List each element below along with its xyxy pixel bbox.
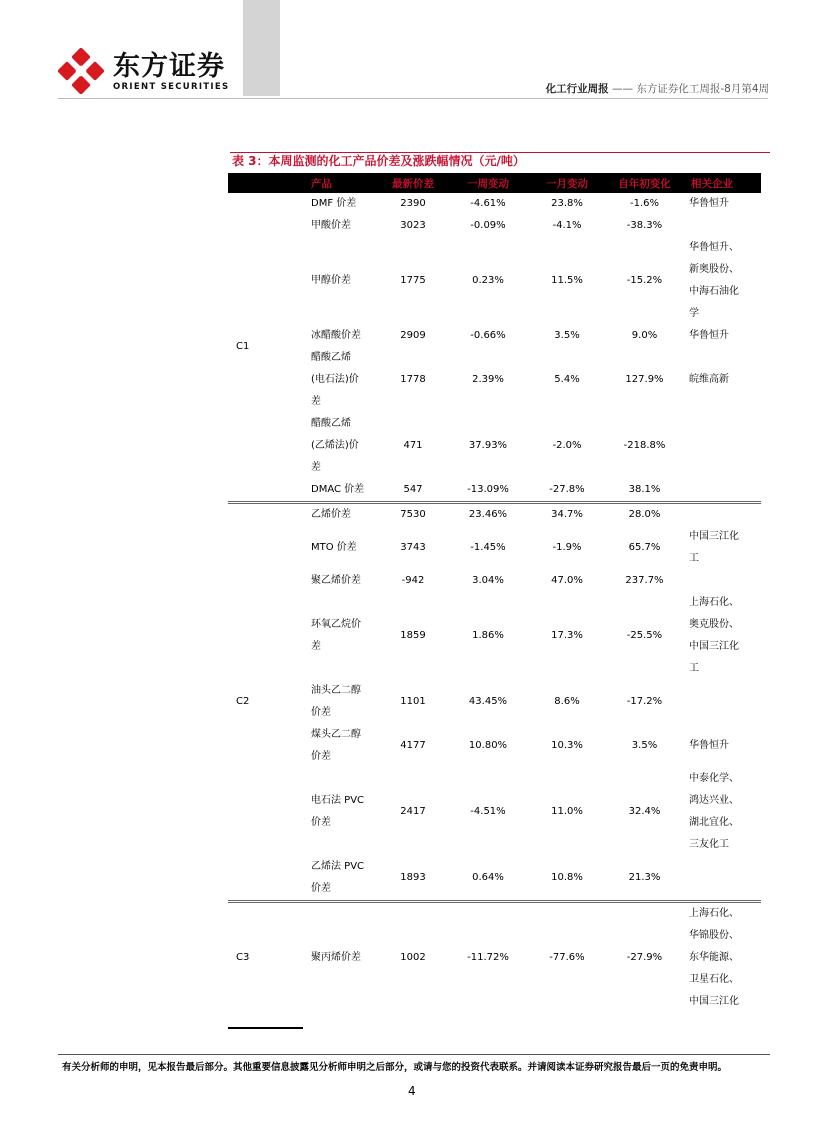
product-cell: 冰醋酸价差 xyxy=(311,330,361,341)
week-change-cell: -1.45% xyxy=(470,542,506,553)
companies-cell: 华鲁恒升 xyxy=(689,198,729,209)
week-change-cell: 37.93% xyxy=(468,440,508,451)
table-row xyxy=(228,413,761,479)
week-change-cell: 0.64% xyxy=(472,872,504,883)
product-cell: DMAC 价差 xyxy=(311,484,365,495)
header-month: 一月变动 xyxy=(528,173,606,193)
spread-table xyxy=(228,173,761,1013)
header-product: 产品 xyxy=(303,173,378,193)
month-change-cell: -4.1% xyxy=(552,220,582,231)
footer-divider xyxy=(58,1054,770,1055)
table-row xyxy=(228,526,761,570)
header-category xyxy=(228,173,303,193)
header-ytd: 自年初变化 xyxy=(606,173,683,193)
week-change-cell: -4.51% xyxy=(470,806,506,817)
week-change-cell: 43.45% xyxy=(468,696,508,707)
product-cell: 醋酸乙烯 (电石法)价 差 xyxy=(311,352,359,407)
ytd-change-cell: -1.6% xyxy=(629,198,659,209)
ytd-change-cell: 28.0% xyxy=(606,503,683,527)
table-end-rule xyxy=(228,1027,303,1029)
companies-cell: 华鲁恒升、 新奥股份、 中海石油化 学 xyxy=(689,242,739,319)
week-change-cell: 1.86% xyxy=(472,630,504,641)
table-row xyxy=(228,479,761,503)
week-change-cell: -11.72% xyxy=(448,902,528,1014)
month-change-cell: 34.7% xyxy=(528,503,606,527)
header-gray-block xyxy=(243,0,280,96)
ytd-change-cell: -17.2% xyxy=(626,696,663,707)
ytd-change-cell: -218.8% xyxy=(623,440,666,451)
month-change-cell: 5.4% xyxy=(554,374,580,385)
table-header-row xyxy=(228,173,761,193)
product-cell: 甲酸价差 xyxy=(311,220,351,231)
companies-cell xyxy=(683,680,761,724)
latest-spread-cell: 2417 xyxy=(400,806,426,817)
month-change-cell: -1.9% xyxy=(552,542,582,553)
latest-spread-cell: 1101 xyxy=(400,696,426,707)
table-row xyxy=(228,570,761,592)
ytd-change-cell: 237.7% xyxy=(625,575,664,586)
week-change-cell: 10.80% xyxy=(468,740,508,751)
latest-spread-cell: -942 xyxy=(401,575,425,586)
product-cell: 电石法 PVC 价差 xyxy=(311,795,365,828)
ytd-change-cell: -27.9% xyxy=(606,902,683,1014)
companies-cell xyxy=(683,215,761,237)
category-cell: C2 xyxy=(228,503,303,902)
month-change-cell: 10.8% xyxy=(551,872,583,883)
companies-cell: 华鲁恒升 xyxy=(689,740,729,751)
latest-spread-cell: 1775 xyxy=(400,275,426,286)
table-row xyxy=(228,503,761,527)
footer-disclaimer: 有关分析师的申明，见本报告最后部分。其他重要信息披露见分析师申明之后部分，或请与您的投资代表联系。并请阅读本证券研究报告最后一页的免责申明。 xyxy=(62,1062,728,1073)
latest-spread-cell: 1002 xyxy=(378,902,448,1014)
ytd-change-cell: 65.7% xyxy=(628,542,661,553)
header-divider xyxy=(58,98,768,99)
latest-spread-cell: 2909 xyxy=(400,330,426,341)
table-row xyxy=(228,325,761,347)
week-change-cell: 3.04% xyxy=(472,575,504,586)
table-row xyxy=(228,215,761,237)
month-change-cell: 47.0% xyxy=(551,575,583,586)
week-change-cell: -13.09% xyxy=(467,484,509,495)
table-row xyxy=(228,724,761,768)
ytd-change-cell: 21.3% xyxy=(628,872,661,883)
table-row xyxy=(228,193,761,215)
latest-spread-cell: 3023 xyxy=(400,220,426,231)
header-separator: —— xyxy=(612,83,633,95)
month-change-cell: 3.5% xyxy=(554,330,580,341)
companies-cell: 上海石化、 华锦股份、 东华能源、 卫星石化、 中国三江化 xyxy=(683,902,761,1014)
ytd-change-cell: -25.5% xyxy=(626,630,663,641)
month-change-cell: 8.6% xyxy=(554,696,580,707)
ytd-change-cell: 3.5% xyxy=(631,740,658,751)
product-cell: 乙烯价差 xyxy=(303,503,378,527)
page-number: 4 xyxy=(408,1084,416,1098)
month-change-cell: 11.5% xyxy=(551,275,583,286)
product-cell: 煤头乙二醇 价差 xyxy=(311,729,361,762)
companies-cell xyxy=(683,856,761,902)
product-cell: 聚乙烯价差 xyxy=(311,575,361,586)
table-row xyxy=(228,902,761,1014)
orient-logo-icon xyxy=(58,48,104,94)
latest-spread-cell: 1778 xyxy=(400,374,426,385)
month-change-cell: 11.0% xyxy=(551,806,583,817)
month-change-cell: -27.8% xyxy=(549,484,585,495)
table-row xyxy=(228,768,761,856)
week-change-cell: -0.66% xyxy=(470,330,506,341)
product-cell: 油头乙二醇 价差 xyxy=(311,685,361,718)
month-change-cell: -77.6% xyxy=(528,902,606,1014)
table-body xyxy=(228,193,761,1013)
week-change-cell: 0.23% xyxy=(472,275,504,286)
product-cell: MTO 价差 xyxy=(311,542,357,553)
companies-cell xyxy=(683,479,761,503)
product-cell: 环氧乙烷价 差 xyxy=(311,619,361,652)
category-cell: C3 xyxy=(228,902,303,1014)
companies-cell xyxy=(683,413,761,479)
week-change-cell: 23.46% xyxy=(448,503,528,527)
header-latest: 最新价差 xyxy=(378,173,448,193)
latest-spread-cell: 7530 xyxy=(378,503,448,527)
table-row xyxy=(228,680,761,724)
ytd-change-cell: -15.2% xyxy=(626,275,663,286)
table-row xyxy=(228,237,761,325)
ytd-change-cell: 32.4% xyxy=(628,806,661,817)
table-row xyxy=(228,856,761,902)
companies-cell xyxy=(683,503,761,527)
latest-spread-cell: 471 xyxy=(403,440,423,451)
header-companies: 相关企业 xyxy=(683,173,761,193)
latest-spread-cell: 4177 xyxy=(400,740,426,751)
product-cell: 醋酸乙烯 (乙烯法)价 差 xyxy=(311,418,359,473)
latest-spread-cell: 2390 xyxy=(400,198,426,209)
header-week: 一周变动 xyxy=(448,173,528,193)
table-title: 表 3：本周监测的化工产品价差及涨跌幅情况（元/吨） xyxy=(232,154,525,168)
companies-cell: 上海石化、 奥克股份、 中国三江化 工 xyxy=(689,597,739,674)
report-name: 东方证券化工周报-8月第4周 xyxy=(636,83,769,95)
companies-cell: 华鲁恒升 xyxy=(689,330,729,341)
latest-spread-cell: 3743 xyxy=(400,542,426,553)
table-row xyxy=(228,347,761,413)
report-type: 化工行业周报 xyxy=(545,83,609,95)
latest-spread-cell: 1893 xyxy=(400,872,426,883)
month-change-cell: 10.3% xyxy=(551,740,583,751)
companies-cell xyxy=(683,570,761,592)
category-cell: C1 xyxy=(236,341,250,352)
product-cell: 甲醇价差 xyxy=(311,275,351,286)
month-change-cell: 23.8% xyxy=(551,198,583,209)
ytd-change-cell: 127.9% xyxy=(625,374,664,385)
month-change-cell: -2.0% xyxy=(552,440,582,451)
companies-cell: 中国三江化 工 xyxy=(689,531,739,564)
week-change-cell: 2.39% xyxy=(472,374,504,385)
product-cell: DMF 价差 xyxy=(311,198,357,209)
product-cell: 乙烯法 PVC 价差 xyxy=(311,861,365,894)
month-change-cell: 17.3% xyxy=(551,630,583,641)
companies-cell: 皖维高新 xyxy=(689,374,729,385)
companies-cell: 中泰化学、 鸿达兴业、 湖北宜化、 三友化工 xyxy=(689,773,739,850)
week-change-cell: -0.09% xyxy=(470,220,506,231)
week-change-cell: -4.61% xyxy=(470,198,506,209)
ytd-change-cell: 38.1% xyxy=(628,484,661,495)
table-row xyxy=(228,592,761,680)
latest-spread-cell: 1859 xyxy=(400,630,426,641)
ytd-change-cell: -38.3% xyxy=(626,220,663,231)
ytd-change-cell: 9.0% xyxy=(631,330,658,341)
report-header xyxy=(546,82,769,96)
logo-text-cn: 东方证券 xyxy=(113,51,225,82)
product-cell: 聚丙烯价差 xyxy=(303,902,378,1014)
logo-text-en: ORIENT SECURITIES xyxy=(113,82,230,92)
latest-spread-cell: 547 xyxy=(403,484,423,495)
